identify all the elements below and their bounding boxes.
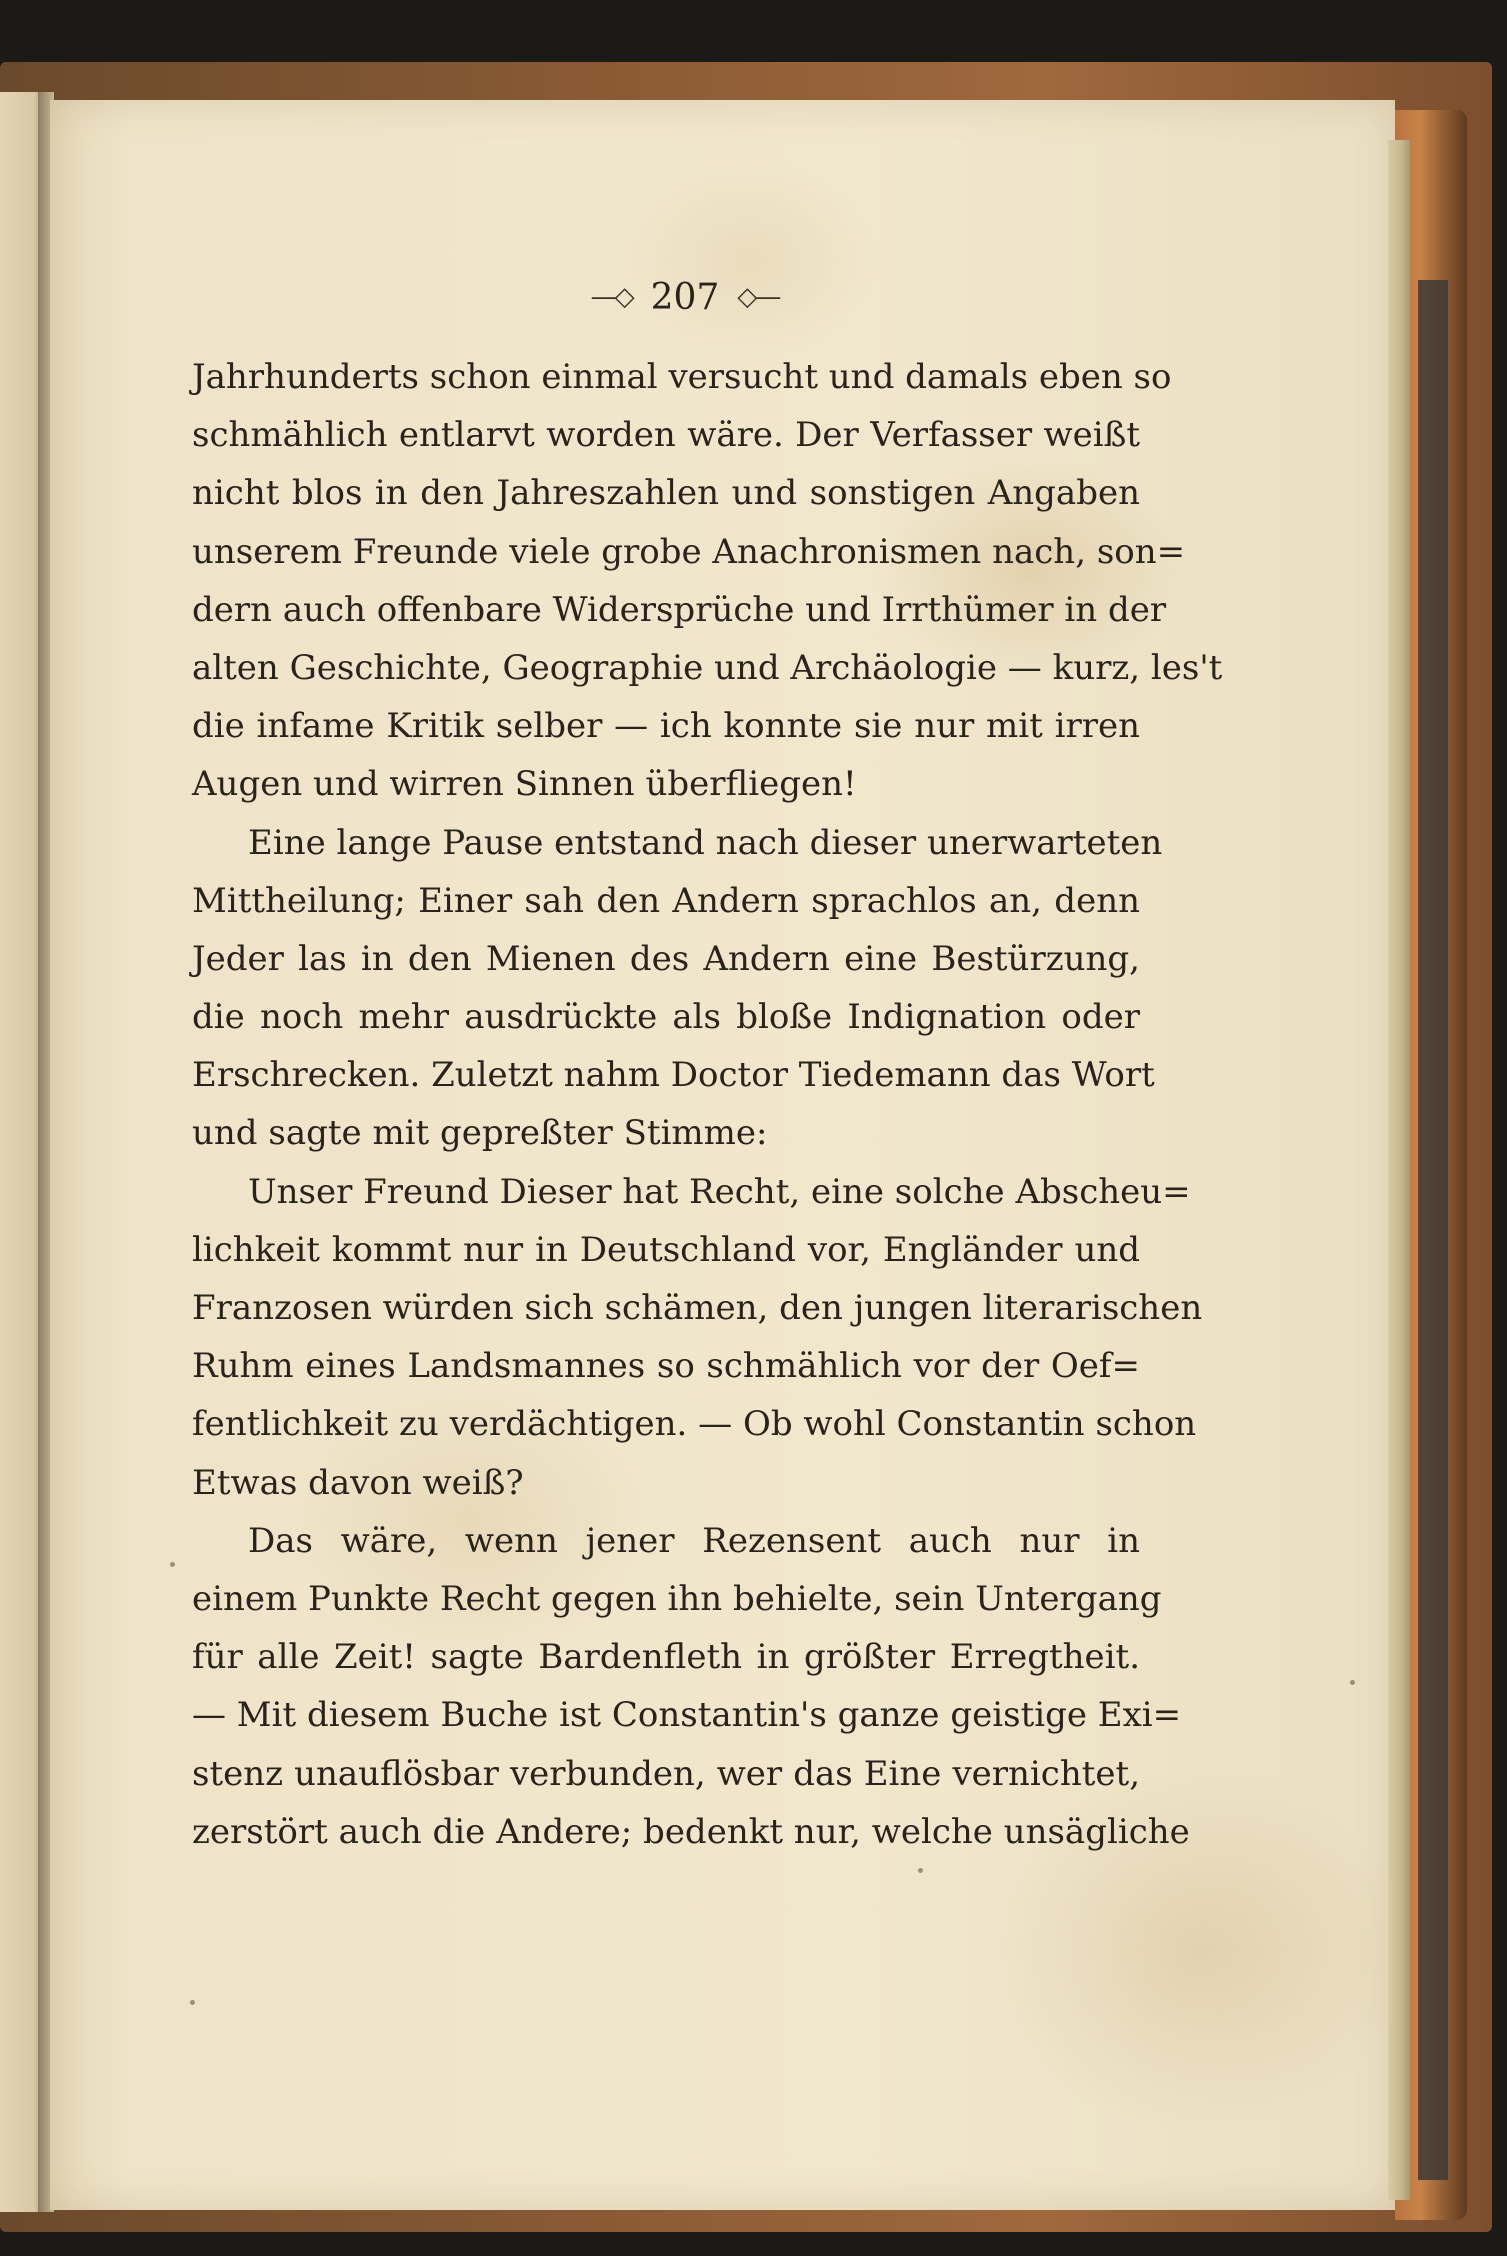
text-line: Mittheilung; Einer sah den Andern sprachlos an, denn (192, 880, 1140, 921)
text-line: und sagte mit gepreßter Stimme: (192, 1113, 768, 1154)
text-line: die noch mehr ausdrückte als bloße Indignation oder (192, 997, 1140, 1038)
text-line: Jeder las in den Mienen des Andern eine Bestürzung, (192, 938, 1140, 979)
text-line: schmählich entlarvt worden wäre. Der Verfasser weißt (192, 415, 1140, 456)
page-stack-edge (1388, 140, 1410, 2200)
text-line: fentlichkeit zu verdächtigen. — Ob wohl Constantin schon (192, 1404, 1197, 1445)
page-header (545, 272, 825, 322)
page-body-text (192, 348, 1223, 1861)
paragraph-start-line: Das wäre, wenn jener Rezensent auch nur in (248, 1520, 1140, 1561)
text-line: lichkeit kommt nur in Deutschland vor, Engländer und (192, 1229, 1140, 1270)
paper-speck (190, 2000, 195, 2005)
paper-speck (170, 1562, 175, 1567)
text-line: stenz unauflösbar verbunden, wer das Eine vernichtet, (192, 1753, 1140, 1794)
text-line: Jahrhunderts schon einmal versucht und damals eben so (192, 357, 1172, 397)
paper-speck (1350, 1680, 1355, 1685)
text-line: Etwas davon weiß? (192, 1462, 524, 1503)
ornament-left: —◇ (590, 282, 633, 312)
previous-page-edge (0, 92, 42, 2212)
text-line: Augen und wirren Sinnen überfliegen! (192, 764, 857, 805)
paragraph-start-line: Eine lange Pause entstand nach dieser unerwarteten (248, 822, 1163, 863)
cover-spine-stripe (1418, 280, 1448, 2180)
text-line: zerstört auch die Andere; bedenkt nur, welche unsägliche (192, 1811, 1190, 1852)
text-line: Ruhm eines Landsmannes so schmählich vor der Oef= (192, 1346, 1140, 1387)
text-line: unserem Freunde viele grobe Anachronismen nach, son= (192, 531, 1186, 572)
paragraph-start-line: Unser Freund Dieser hat Recht, eine solche Abscheu= (248, 1171, 1191, 1212)
text-line: nicht blos in den Jahreszahlen und sonstigen Angaben (192, 473, 1140, 514)
text-line: einem Punkte Recht gegen ihn behielte, sein Untergang (192, 1578, 1162, 1619)
text-line: für alle Zeit! sagte Bardenfleth in größter Erregtheit. (192, 1637, 1140, 1678)
text-line: dern auch offenbare Widersprüche und Irrthümer in der (192, 589, 1167, 630)
paper-speck (918, 1868, 923, 1873)
text-line: alten Geschichte, Geographie und Archäologie — kurz, les't (192, 647, 1223, 688)
text-line: Franzosen würden sich schämen, den jungen literarischen (192, 1288, 1203, 1328)
page-number: 207 (650, 276, 720, 318)
text-line: — Mit diesem Buche ist Constantin's ganze geistige Exi= (192, 1695, 1182, 1736)
ornament-right: ◇— (737, 282, 780, 312)
text-line: die infame Kritik selber — ich konnte sie nur mit irren (192, 706, 1140, 747)
text-line: Erschrecken. Zuletzt nahm Doctor Tiedemann das Wort (192, 1055, 1155, 1096)
